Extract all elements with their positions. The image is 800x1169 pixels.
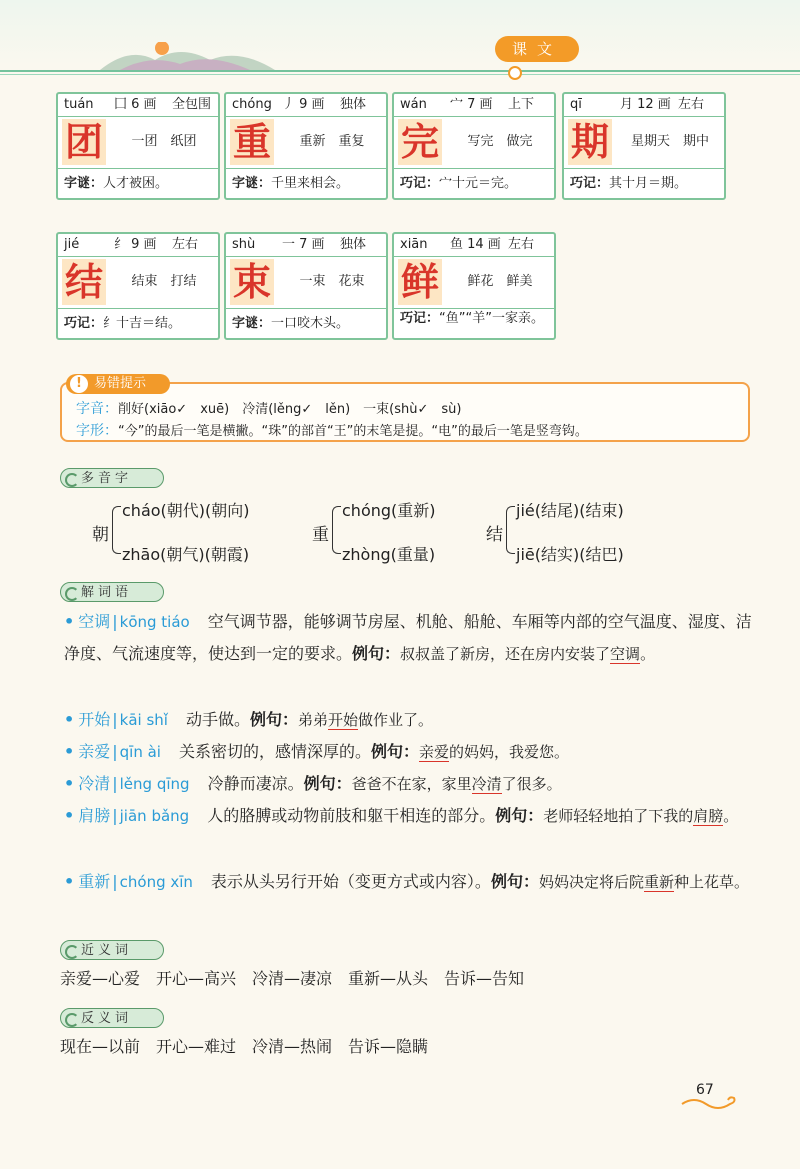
vocab-item: • 肩膀 | jiān bǎng 人的胳膊或动物前肢和躯干相连的部分。例句：老师轻轻地拍了下我的肩膀。 [64, 806, 739, 825]
char-words: 写完 做完 [467, 134, 533, 149]
char-structure: 全包围 [172, 97, 212, 112]
poly-reading-2: zhāo(朝气)(朝霞) [122, 545, 250, 564]
brace-icon [332, 506, 341, 554]
char-pinyin: jié [64, 237, 80, 252]
section-vocab: 解词语 [60, 582, 164, 602]
char-structure: 左右 [678, 97, 705, 112]
char-pinyin: chóng [232, 97, 272, 112]
tip-form: 字形：“今”的最后一笔是横撇。“珠”的部首“王”的末笔是提。“电”的最后一笔是竖弯钩。 [76, 423, 588, 439]
error-tips-label: 易错提示 [66, 374, 170, 394]
vocab-item: • 空调 | kōng tiáo 空气调节器，能够调节房屋、机舱、船舱、车厢等内部的空气温度、湿度、洁净度、气流速度等，使达到一定的要求。例句：叔叔盖了新房，还在房内安装了空调。 [64, 612, 752, 663]
lesson-tab: 课文 [495, 36, 579, 62]
char-strokes: 鱼 14 画 [450, 237, 501, 252]
char-strokes: 丿 9 画 [282, 97, 325, 112]
vocab-item: • 亲爱 | qīn ài 关系密切的，感情深厚的。例句：亲爱的妈妈，我爱您。 [64, 742, 570, 761]
char-strokes: 月 12 画 [620, 97, 671, 112]
char-tip: 字谜：千里来相会。 [226, 168, 386, 198]
card-header [58, 94, 218, 117]
exclamation-icon: ! [70, 375, 88, 393]
char-words: 结束 打结 [131, 274, 197, 289]
poly-reading-2: zhòng(重量) [342, 545, 436, 564]
card-header [226, 94, 386, 117]
char-card-xian [392, 232, 556, 340]
card-header [394, 94, 554, 117]
vocab-item: • 开始 | kāi shǐ 动手做。例句：弟弟开始做作业了。 [64, 710, 434, 729]
card-header [226, 234, 386, 257]
char-tip: 字谜：人才被困。 [58, 168, 218, 198]
poly-char: 重 [312, 525, 329, 545]
char-glyph: 完 [398, 119, 442, 165]
char-strokes: 一 7 画 [282, 237, 325, 252]
section-antonyms: 反义词 [60, 1008, 164, 1028]
char-glyph: 鲜 [398, 259, 442, 305]
poly-char: 结 [486, 525, 503, 545]
char-glyph: 束 [230, 259, 274, 305]
char-structure: 左右 [508, 237, 535, 252]
poly-reading-1: jié(结尾)(结束) [516, 501, 624, 520]
tab-dot-icon [508, 66, 522, 80]
swirl-decoration-icon [680, 1094, 740, 1112]
char-tip: 巧记：宀十元＝完。 [394, 168, 554, 198]
section-synonyms: 近义词 [60, 940, 164, 960]
char-card-chong [224, 92, 388, 200]
char-tip: 巧记：纟十吉＝结。 [58, 308, 218, 338]
char-words: 星期天 期中 [630, 134, 709, 149]
char-tip: 巧记：“鱼”“羊”一家亲。 [394, 308, 554, 338]
poly-reading-1: chóng(重新) [342, 501, 436, 520]
card-header [58, 234, 218, 257]
char-structure: 独体 [340, 237, 367, 252]
char-words: 鲜花 鲜美 [467, 274, 533, 289]
char-card-tuan [56, 92, 220, 200]
char-glyph: 结 [62, 259, 106, 305]
char-structure: 独体 [340, 97, 367, 112]
char-strokes: 纟 9 画 [114, 237, 157, 252]
char-glyph: 期 [568, 119, 612, 165]
card-header [564, 94, 724, 117]
header-divider [0, 70, 800, 72]
char-structure: 左右 [172, 237, 199, 252]
char-pinyin: shù [232, 237, 256, 252]
char-structure: 上下 [508, 97, 535, 112]
char-glyph: 团 [62, 119, 106, 165]
section-polyphonic: 多音字 [60, 468, 164, 488]
antonym-list: 现在—以前 开心—难过 冷清—热闹 告诉—隐瞒 [60, 1037, 429, 1056]
vocab-item: • 重新 | chóng xīn 表示从头另行开始（变更方式或内容）。例句：妈妈决定将后院重新种上花草。 [64, 872, 749, 891]
char-pinyin: qī [570, 97, 582, 112]
char-pinyin: xiān [400, 237, 428, 252]
char-strokes: 宀 7 画 [450, 97, 493, 112]
synonym-list: 亲爱—心爱 开心—高兴 冷清—凄凉 重新—从头 告诉—告知 [60, 969, 525, 988]
char-card-wan [392, 92, 556, 200]
header-divider-thin [0, 74, 800, 75]
char-pinyin: wán [400, 97, 427, 112]
char-card-qi [562, 92, 726, 200]
char-words: 重新 重复 [299, 134, 365, 149]
char-tip: 字谜：一口咬木头。 [226, 308, 386, 338]
char-card-shu [224, 232, 388, 340]
card-header [394, 234, 554, 257]
char-words: 一团 纸团 [131, 134, 197, 149]
tip-pronunciation: 字音：削好(xiāo✓ xuē) 冷清(lěng✓ lěn) 一束(shù✓ sù) [76, 401, 462, 417]
char-card-jie [56, 232, 220, 340]
char-tip: 巧记：其十月＝期。 [564, 168, 724, 198]
poly-char: 朝 [92, 525, 109, 545]
vocab-item: • 冷清 | lěng qīng 冷静而凄凉。例句：爸爸不在家，家里冷清了很多。 [64, 774, 562, 793]
poly-reading-1: cháo(朝代)(朝向) [122, 501, 250, 520]
poly-reading-2: jiē(结实)(结巴) [516, 545, 624, 564]
char-strokes: 囗 6 画 [114, 97, 157, 112]
page-number: 67 [696, 1082, 714, 1098]
char-words: 一束 花束 [299, 274, 365, 289]
char-glyph: 重 [230, 119, 274, 165]
brace-icon [506, 506, 515, 554]
char-pinyin: tuán [64, 97, 94, 112]
mountain-decoration-icon [100, 42, 280, 72]
brace-icon [112, 506, 121, 554]
